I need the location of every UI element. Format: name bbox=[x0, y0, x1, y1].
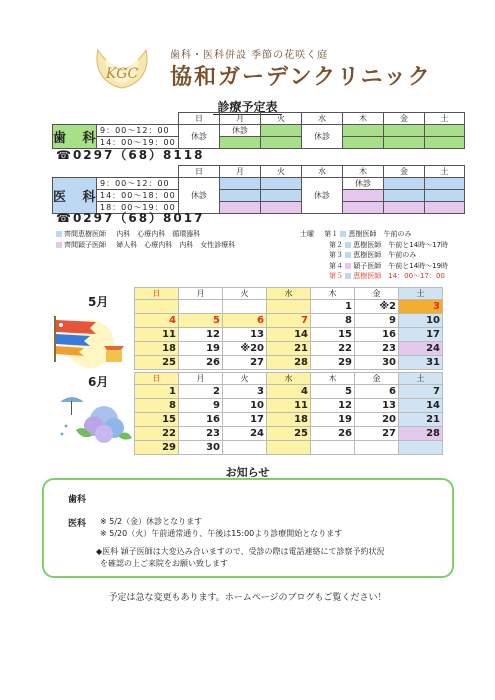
medical-wed-closed: 休診 bbox=[302, 178, 343, 214]
june-calendar bbox=[134, 372, 443, 455]
calendar-day: 23 bbox=[179, 427, 223, 441]
medical-thu-closed: 休診 bbox=[343, 178, 384, 190]
calendar-day: 16 bbox=[355, 328, 399, 342]
calendar-day: 30 bbox=[355, 356, 399, 370]
calendar-day: 23 bbox=[355, 342, 399, 356]
calendar-day: 29 bbox=[135, 441, 179, 455]
day-header: 日 bbox=[135, 288, 179, 300]
calendar-day: 1 bbox=[135, 385, 179, 399]
medical-phone[interactable]: ☎0297（68）8017 bbox=[56, 211, 205, 225]
notice-title: お知らせ bbox=[225, 466, 270, 479]
calendar-day bbox=[311, 441, 355, 455]
calendar-day: 12 bbox=[179, 328, 223, 342]
day-header: 水 bbox=[267, 288, 311, 300]
calendar-day: 7 bbox=[399, 385, 443, 399]
dental-phone[interactable]: ☎0297（68）8118 bbox=[56, 148, 205, 162]
may-title: 5月 bbox=[88, 295, 109, 309]
medical-sun-closed: 休診 bbox=[179, 178, 220, 214]
day-header: 日 bbox=[135, 373, 179, 385]
calendar-day: 8 bbox=[311, 314, 355, 328]
doc1-specialties: 内科 心療内科 循環器科 bbox=[116, 230, 201, 238]
day-header: 土 bbox=[425, 113, 465, 125]
calendar-day: 5 bbox=[311, 385, 355, 399]
day-header: 土 bbox=[399, 373, 443, 385]
doc1-name: 齊間恵樹医師 bbox=[64, 230, 106, 238]
calendar-day: 22 bbox=[311, 342, 355, 356]
day-header: 木 bbox=[311, 288, 355, 300]
day-header: 金 bbox=[355, 288, 399, 300]
day-header: 火 bbox=[223, 373, 267, 385]
calendar-day: 22 bbox=[135, 427, 179, 441]
notice-box bbox=[42, 478, 454, 578]
saturday-label: 土曜 bbox=[300, 230, 314, 238]
calendar-day: 28 bbox=[399, 427, 443, 441]
calendar-day: 16 bbox=[179, 413, 223, 427]
day-header: 月 bbox=[220, 166, 261, 178]
dental-label: 歯 科 bbox=[53, 125, 97, 149]
footer-note: 予定は急な変更もあります。ホームページのブログもご覧ください！ bbox=[108, 593, 387, 603]
calendar-day: 19 bbox=[179, 342, 223, 356]
medical-time-am: 9：00～12：00 bbox=[97, 178, 179, 190]
doc2-swatch bbox=[56, 242, 62, 248]
day-header: 金 bbox=[355, 373, 399, 385]
day-header: 水 bbox=[302, 113, 343, 125]
calendar-day bbox=[399, 441, 443, 455]
day-header: 水 bbox=[302, 166, 343, 178]
calendar-day: 14 bbox=[267, 328, 311, 342]
calendar-day: 17 bbox=[223, 413, 267, 427]
dental-time-am: 9：00～12：00 bbox=[97, 125, 179, 137]
notice-medical-label: 医科 bbox=[68, 519, 87, 529]
medical-label: 医 科 bbox=[53, 178, 97, 214]
calendar-day: 31 bbox=[399, 356, 443, 370]
calendar-day: 21 bbox=[399, 413, 443, 427]
calendar-day: 27 bbox=[355, 427, 399, 441]
schedule-title: 診療予定表 bbox=[0, 98, 495, 115]
june-title: 6月 bbox=[88, 375, 109, 389]
calendar-day bbox=[223, 441, 267, 455]
calendar-day: 7 bbox=[267, 314, 311, 328]
calendar-day: 18 bbox=[267, 413, 311, 427]
calendar-day: 15 bbox=[311, 328, 355, 342]
calendar-day: ※2 bbox=[355, 300, 399, 314]
day-header: 月 bbox=[179, 373, 223, 385]
calendar-day bbox=[355, 441, 399, 455]
medical-time-pm1: 14：00～18：00 bbox=[97, 190, 179, 202]
calendar-day: 20 bbox=[355, 413, 399, 427]
clinic-logo bbox=[92, 44, 152, 94]
calendar-day: 4 bbox=[135, 314, 179, 328]
hydrangea-illustration bbox=[54, 390, 134, 447]
calendar-day: 9 bbox=[179, 399, 223, 413]
saturday-legend: 土曜 第１ 恵樹医師 午前のみ 第２ 恵樹医師 午前と14時～17時 第３ 恵樹医師 午前のみ 第４ 穎子医師 午前と14時～19時 第５ 恵樹医師 14：00～17：00 bbox=[300, 230, 449, 280]
calendar-day: 24 bbox=[223, 427, 267, 441]
calendar-day: 30 bbox=[179, 441, 223, 455]
calendar-day: 9 bbox=[355, 314, 399, 328]
doctor-legend bbox=[56, 229, 235, 251]
calendar-day: ※20 bbox=[223, 342, 267, 356]
calendar-day bbox=[179, 300, 223, 314]
day-header: 金 bbox=[384, 113, 425, 125]
notice-line-2: ※ 5/20（火）午前通常通り、午後は15:00より診療開始となります bbox=[100, 529, 343, 538]
calendar-day bbox=[267, 441, 311, 455]
calendar-day: 21 bbox=[267, 342, 311, 356]
day-header: 火 bbox=[261, 113, 302, 125]
dental-hours-table bbox=[52, 112, 465, 149]
logo-text: KGC bbox=[105, 66, 139, 82]
calendar-day: 15 bbox=[135, 413, 179, 427]
notice-line-3: ◆医科 穎子医師は大変込み合いますので、受診の際は電話連絡にて診察予約状況 bbox=[96, 547, 385, 556]
calendar-day: 19 bbox=[311, 413, 355, 427]
calendar-day: 26 bbox=[179, 356, 223, 370]
doc2-name: 齊間穎子医師 bbox=[64, 241, 106, 249]
dental-wed-closed: 休診 bbox=[302, 125, 343, 149]
calendar-day: 2 bbox=[179, 385, 223, 399]
day-header: 月 bbox=[179, 288, 223, 300]
day-header: 金 bbox=[384, 166, 425, 178]
calendar-day: 28 bbox=[267, 356, 311, 370]
day-header: 火 bbox=[261, 166, 302, 178]
day-header: 木 bbox=[343, 113, 384, 125]
day-header: 木 bbox=[343, 166, 384, 178]
calendar-day: 12 bbox=[311, 399, 355, 413]
calendar-day: 10 bbox=[223, 399, 267, 413]
medical-time-pm2: 18：00～19：00 bbox=[97, 202, 179, 214]
calendar-day: 6 bbox=[223, 314, 267, 328]
clinic-subtitle: 歯科・医科併設 季節の花咲く庭 bbox=[170, 50, 329, 61]
day-header: 土 bbox=[425, 166, 465, 178]
calendar-day: 11 bbox=[267, 399, 311, 413]
clinic-name: 協和ガーデンクリニック bbox=[170, 64, 432, 90]
calendar-day: 24 bbox=[399, 342, 443, 356]
calendar-day: 27 bbox=[223, 356, 267, 370]
calendar-day: 11 bbox=[135, 328, 179, 342]
doc1-swatch bbox=[56, 231, 62, 237]
doc2-specialties: 婦人科 心療内科 内科 女性診療科 bbox=[116, 241, 236, 249]
calendar-day: 13 bbox=[223, 328, 267, 342]
calendar-day: 17 bbox=[399, 328, 443, 342]
medical-hours-table bbox=[52, 165, 465, 214]
notice-dental-label: 歯科 bbox=[68, 495, 87, 505]
calendar-day bbox=[223, 300, 267, 314]
calendar-day: 5 bbox=[179, 314, 223, 328]
calendar-day: 3 bbox=[399, 300, 443, 314]
day-header: 火 bbox=[223, 288, 267, 300]
day-header: 土 bbox=[399, 288, 443, 300]
notice-line-4: を確認の上ご来院をお願い致します bbox=[100, 559, 228, 568]
calendar-day: 6 bbox=[355, 385, 399, 399]
calendar-day: 4 bbox=[267, 385, 311, 399]
calendar-day: 3 bbox=[223, 385, 267, 399]
day-header: 日 bbox=[179, 166, 220, 178]
calendar-day bbox=[267, 300, 311, 314]
calendar-day: 25 bbox=[135, 356, 179, 370]
dental-sun-closed: 休診 bbox=[179, 125, 220, 149]
calendar-day: 26 bbox=[311, 427, 355, 441]
notice-line-1: ※ 5/2（金）休診となります bbox=[100, 517, 203, 526]
may-calendar bbox=[134, 287, 443, 370]
calendar-day: 1 bbox=[311, 300, 355, 314]
carp-streamer-illustration bbox=[44, 310, 136, 368]
calendar-day: 18 bbox=[135, 342, 179, 356]
calendar-day: 13 bbox=[355, 399, 399, 413]
calendar-day bbox=[135, 300, 179, 314]
day-header: 日 bbox=[179, 113, 220, 125]
calendar-day: 29 bbox=[311, 356, 355, 370]
dental-mon-closed: 休診 bbox=[220, 125, 261, 137]
day-header: 木 bbox=[311, 373, 355, 385]
day-header: 水 bbox=[267, 373, 311, 385]
calendar-day: 8 bbox=[135, 399, 179, 413]
calendar-day: 25 bbox=[267, 427, 311, 441]
dental-time-pm: 14：00～19：00 bbox=[97, 137, 179, 149]
calendar-day: 14 bbox=[399, 399, 443, 413]
day-header: 月 bbox=[220, 113, 261, 125]
calendar-day: 10 bbox=[399, 314, 443, 328]
